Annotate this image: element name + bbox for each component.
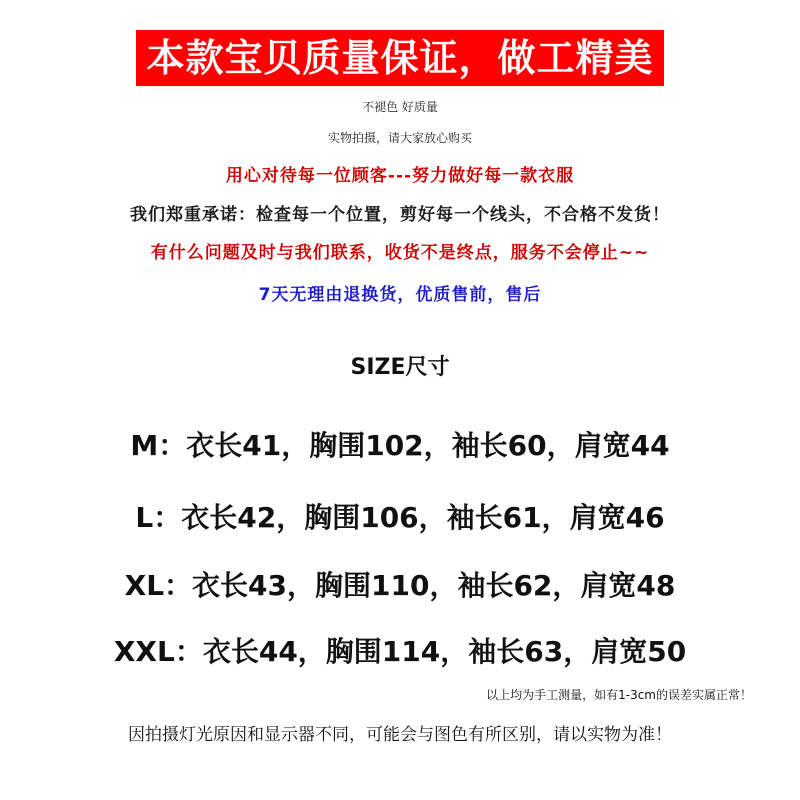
color-disclaimer: 因拍摄灯光原因和显示器不同，可能会与图色有所区别，请以实物为准！ (128, 725, 672, 745)
tagline-quality: 不褪色 好质量 (362, 100, 438, 114)
size-row-l: L：衣长42，胸围106，袖长61，肩宽46 (135, 501, 665, 534)
size-row-m: M：衣长41，胸围102，袖长60，肩宽44 (130, 429, 670, 462)
tagline-real-photo: 实物拍摄，请大家放心购买 (327, 131, 472, 145)
header-banner (0, 30, 800, 86)
promise-line-4: 7天无理由退换货，优质售前，售后 (258, 285, 542, 305)
promise-line-1: 用心对待每一位顾客---努力做好每一款衣服 (225, 166, 575, 186)
promise-line-2: 我们郑重承诺：检查每一个位置，剪好每一个线头，不合格不发货！ (130, 205, 670, 225)
banner-text: 本款宝贝质量保证，做工精美 (136, 30, 663, 86)
size-title: SIZE尺寸 (350, 355, 450, 380)
size-row-xl: XL：衣长43，胸围110，袖长62，肩宽48 (124, 569, 676, 602)
measurement-note: 以上均为手工测量，如有1-3cm的误差实属正常！ (486, 688, 752, 702)
promise-line-3: 有什么问题及时与我们联系，收货不是终点，服务不会停止~~ (150, 243, 650, 263)
size-row-xxl: XXL：衣长44，胸围114，袖长63，肩宽50 (113, 635, 687, 668)
